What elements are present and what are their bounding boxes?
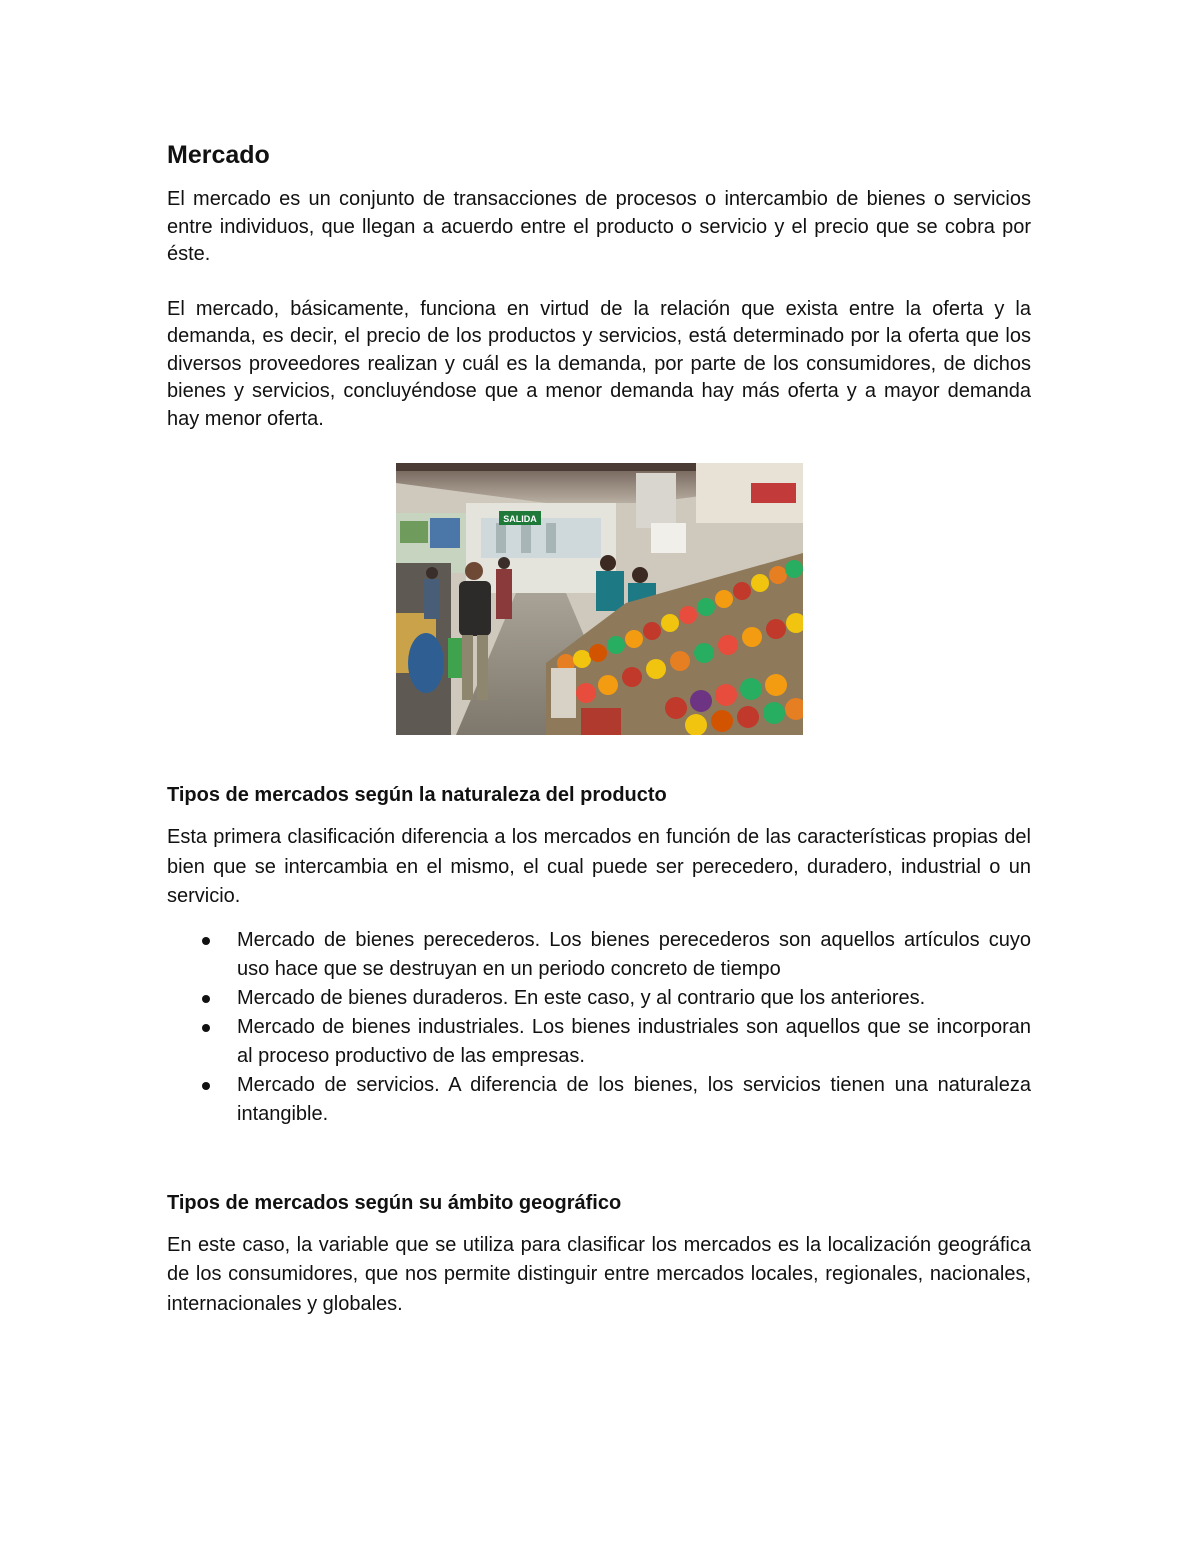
section-heading-product-nature: Tipos de mercados según la naturaleza del producto (167, 784, 667, 806)
section-paragraph-product-nature: Esta primera clasificación diferencia a los mercados en función de las características propias del bien que se intercambia en el mismo, el cual puede ser perecedero, duradero, industrial o un servicio. (167, 826, 1031, 907)
exit-sign-text: SALIDA (502, 514, 537, 524)
market-types-list (167, 926, 1031, 1129)
market-photo (396, 463, 803, 735)
section-paragraph-geographic: En este caso, la variable que se utiliza para clasificar los mercados es la localización geográfica de los consumidores, que nos permite distinguir entre mercados locales, regionales, nacionales, internacionales y globales. (167, 1233, 1031, 1315)
list-item (237, 926, 1031, 984)
list-item (237, 984, 1031, 1013)
section-heading-geographic: Tipos de mercados según su ámbito geográfico (167, 1191, 622, 1214)
list-item-text: Mercado de bienes perecederos. Los bienes perecederos son aquellos artículos cuyo uso hace que se destruyan en un periodo concreto de tiempo (237, 928, 1031, 980)
list-item (237, 1013, 1031, 1071)
bullet-icon (202, 995, 210, 1003)
bullet-icon (202, 1024, 210, 1032)
list-item-text: Mercado de bienes industriales. Los bienes industriales son aquellos que se incorporan al proceso productivo de las empresas. (237, 1015, 1031, 1067)
document-page (167, 138, 1031, 1319)
document-title: Mercado (167, 141, 270, 169)
bullet-icon (202, 937, 210, 945)
list-item (237, 1071, 1031, 1129)
bullet-icon (202, 1082, 210, 1090)
supply-demand-paragraph: El mercado, básicamente, funciona en virtud de la relación que exista entre la oferta y la demanda, es decir, el precio de los productos y servicios, está determinado por la oferta que los diversos proveedores realizan y cuál es la demanda, por parte de los consumidores, de dichos bienes y servicios, concluyéndose que a menor demanda hay más oferta y a mayor demanda hay menor oferta. (167, 297, 1031, 430)
intro-paragraph: El mercado es un conjunto de transacciones de procesos o intercambio de bienes o servicios entre individuos, que llegan a acuerdo entre el producto o servicio y el precio que se cobra por éste. (167, 188, 1031, 265)
list-item-text: Mercado de bienes duraderos. En este caso, y al contrario que los anteriores. (237, 986, 926, 1009)
list-item-text: Mercado de servicios. A diferencia de los bienes, los servicios tienen una naturaleza intangible. (237, 1073, 1031, 1125)
market-photo-illustration (396, 463, 803, 735)
